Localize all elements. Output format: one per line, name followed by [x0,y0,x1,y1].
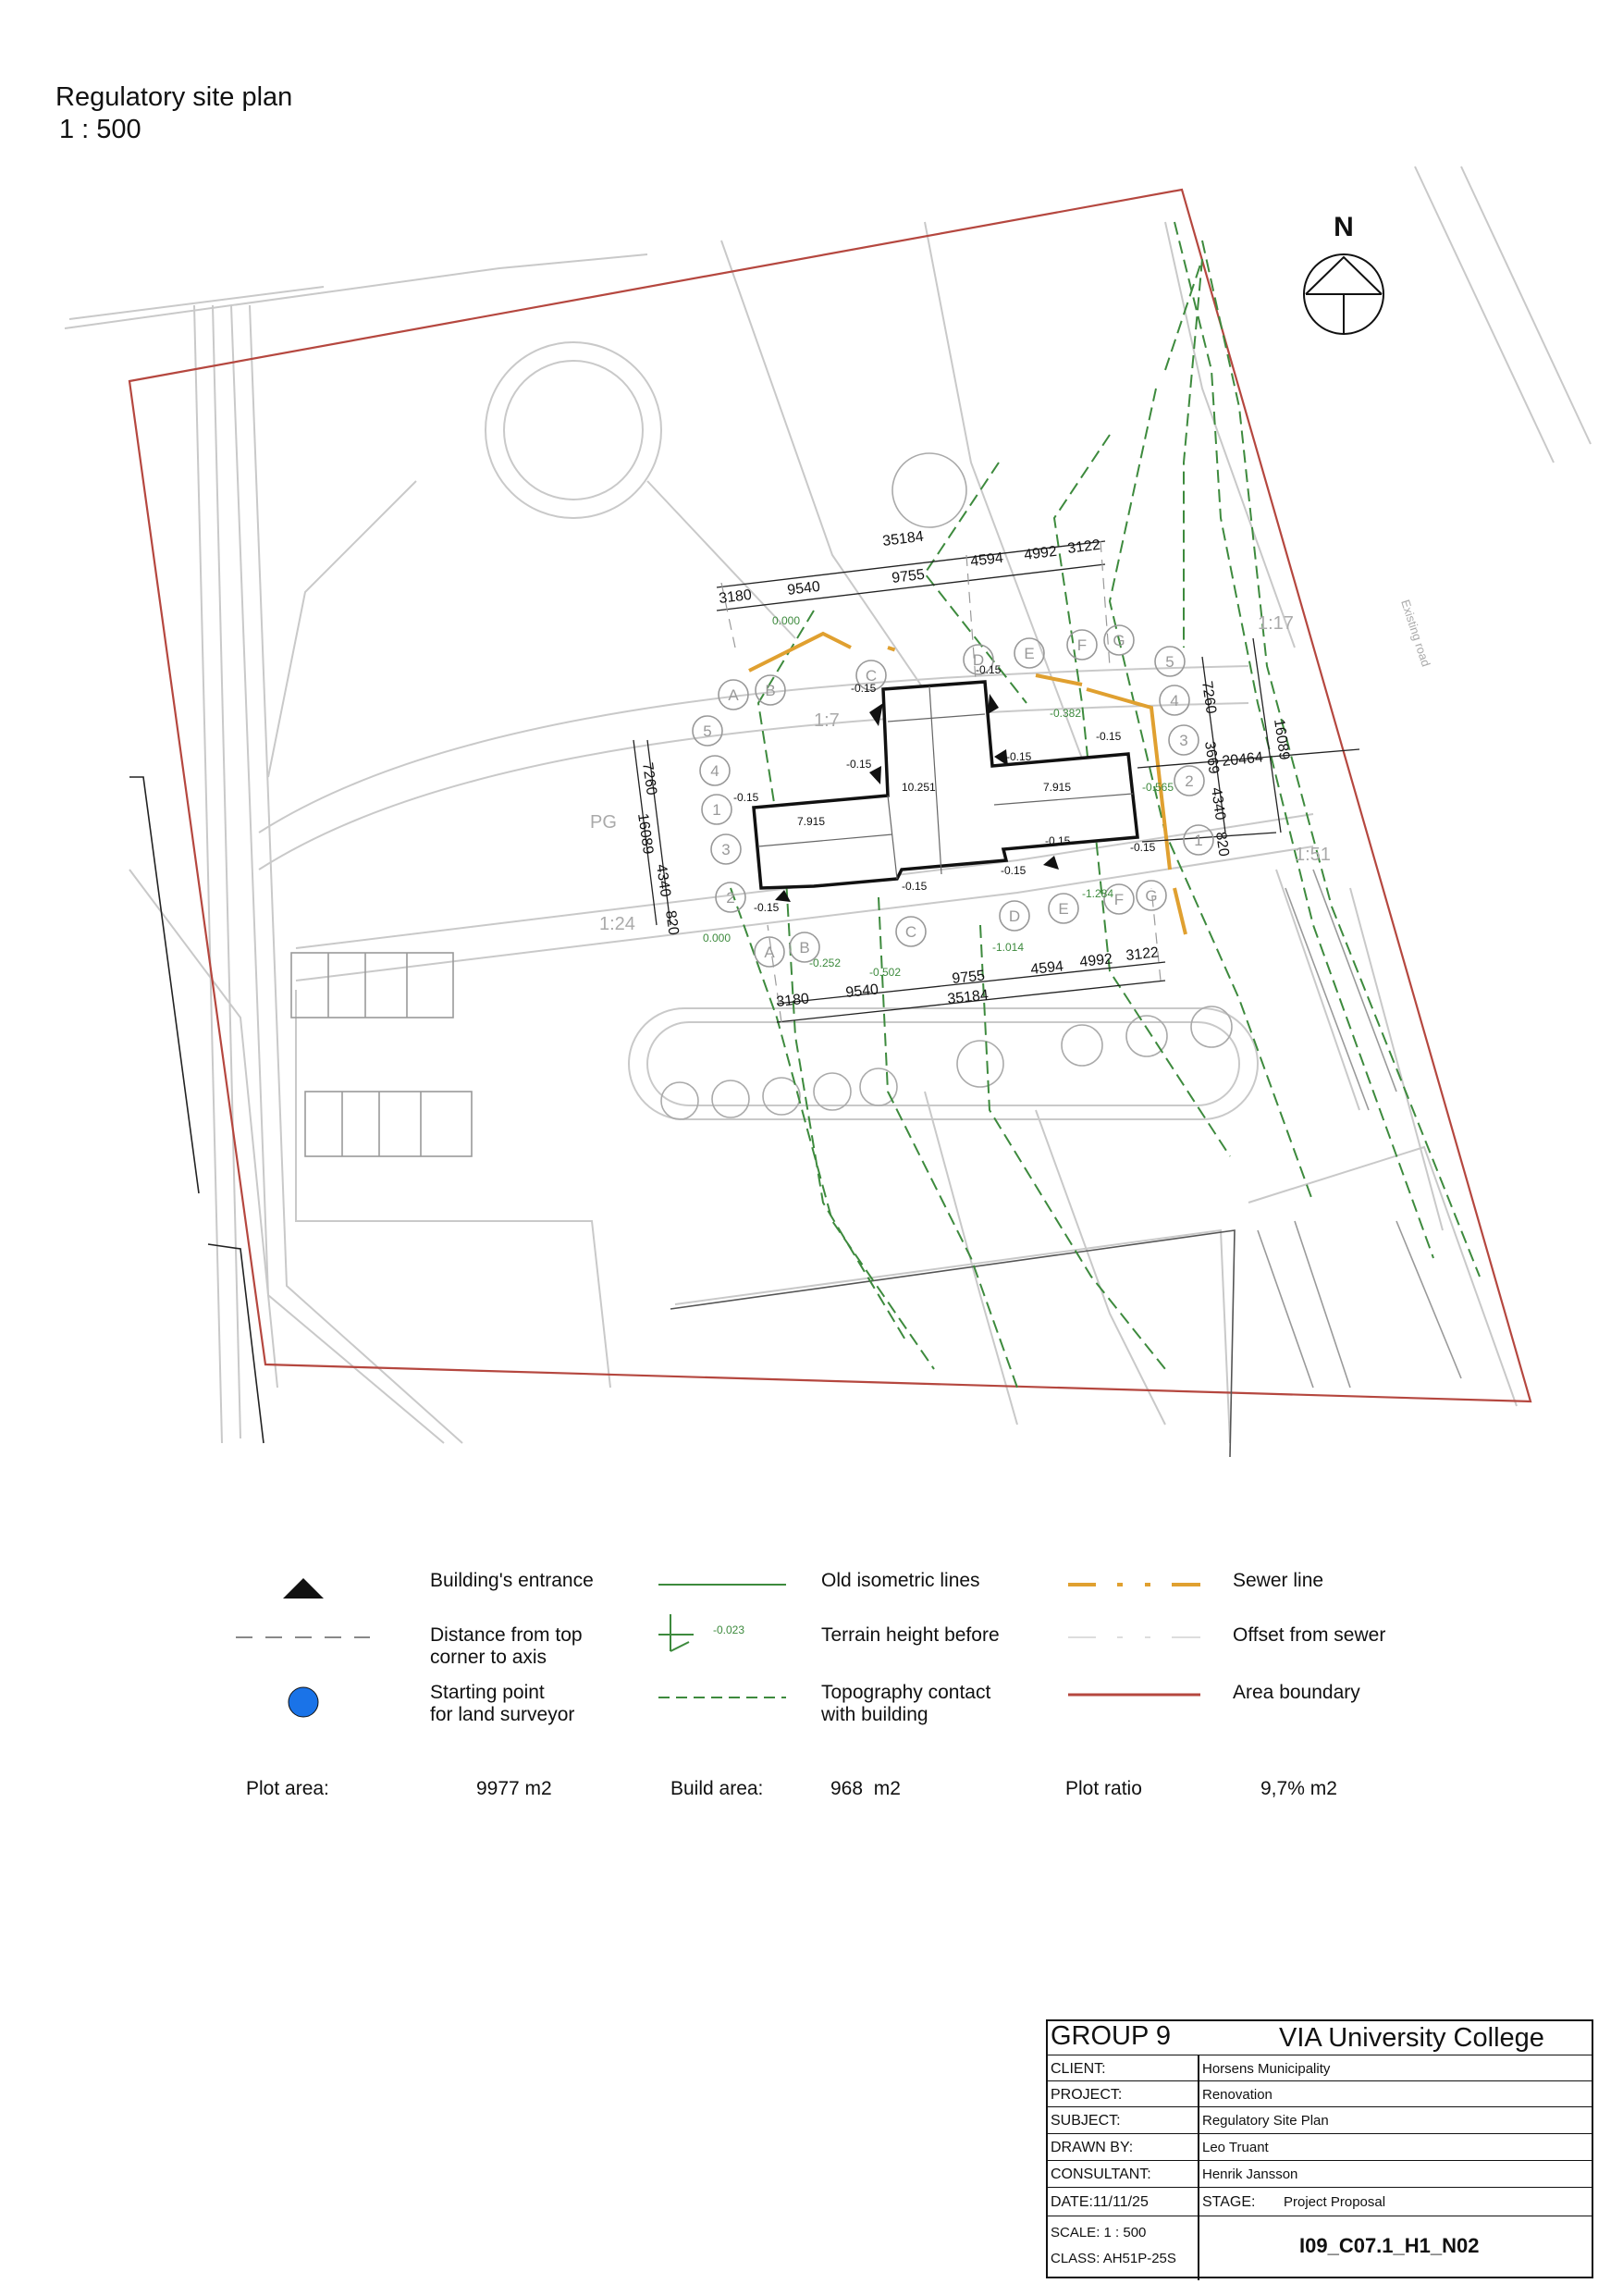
slope-label: 1:17 [1258,613,1294,634]
legend-entrance: Building's entrance [430,1570,594,1591]
dim-top-seg: 3122 [1066,537,1101,557]
project-label: PROJECT: [1051,2087,1123,2103]
level: -0.15 [851,682,877,695]
dim-left: 16089 [634,812,657,856]
grid-number-right: 3 [1179,732,1188,749]
level: -0.15 [976,663,1002,676]
level: -0.15 [846,758,872,771]
dim-bottom-seg: 4594 [1029,958,1064,978]
legend-offset-sewer: Offset from sewer [1233,1624,1386,1646]
level: -0.15 [902,880,928,893]
plot-ratio-value: 9,7% m2 [1260,1778,1337,1799]
scale-value: SCALE: 1 : 500 [1051,2225,1147,2240]
grid-number-right: 2 [1185,772,1194,790]
grid-letter-bottom: E [1058,900,1069,918]
date-value: DATE:11/11/25 [1051,2194,1149,2210]
dim-right: 7260 [1199,680,1219,715]
grid-letter-top: E [1024,645,1035,662]
level: -0.15 [1096,730,1122,743]
terrain-height: -1.014 [992,941,1025,954]
dim-bottom-seg: 9540 [844,981,879,1001]
grid-letter-top: F [1076,636,1088,654]
entrance-symbol [283,1578,324,1599]
dim-bottom-total: 35184 [946,987,990,1007]
grid-letter-top: C [865,667,878,685]
dim-top-total: 35184 [881,528,925,549]
level: -0.15 [1045,834,1071,847]
dim-left: 7260 [639,761,659,796]
plot-area-value: 9977 m2 [476,1778,552,1799]
floor-level: 10.251 [902,781,936,794]
level: -0.15 [733,791,759,804]
project-value: Renovation [1202,2087,1273,2103]
dim-bottom-seg: 3122 [1125,944,1160,964]
terrain-height: 0.000 [703,932,732,944]
legend-terrain: Terrain height before [821,1624,1000,1646]
grid-letter-bottom: G [1145,887,1158,905]
north-arrow [1304,212,1383,334]
subject-value: Regulatory Site Plan [1202,2113,1329,2129]
grid-letter-top: B [765,682,776,699]
legend-start-1: Starting point [430,1682,545,1703]
grid-letter-bottom: F [1113,891,1125,908]
dim-right: 20464 [1221,749,1264,770]
grid-letter-bottom: C [904,923,917,941]
dim-left: 4340 [653,863,673,898]
pg-label: PG [590,812,617,833]
grid-letter-bottom: D [1008,907,1021,925]
dim-left: 820 [662,909,682,936]
college-name: VIA University College [1279,2023,1544,2053]
stage-label: STAGE: [1202,2194,1256,2210]
consultant-label: CONSULTANT: [1051,2166,1151,2182]
terrain-symbol [658,1614,694,1651]
grid-letter-bottom: A [764,944,775,961]
grid-number-left: 5 [703,722,712,740]
legend-sewer: Sewer line [1233,1570,1324,1591]
group-name: GROUP 9 [1051,2021,1172,2051]
level: -0.15 [1001,864,1027,877]
dim-bottom-seg: 4992 [1078,951,1113,970]
client-value: Horsens Municipality [1202,2061,1331,2077]
legend-distance-1: Distance from top [430,1624,583,1646]
terrain-height: -0.382 [1050,707,1082,720]
grid-letter-bottom: B [799,939,810,957]
grid-letter-top: A [728,686,739,704]
grid-number-right: 4 [1170,692,1179,710]
parking-stalls [291,870,1461,1388]
grid-number-left: 4 [710,762,719,780]
consultant-value: Henrik Jansson [1202,2166,1298,2182]
terrain-height: 0.000 [772,614,801,627]
road-label: Existing road [1398,598,1433,669]
slope-label: 1:24 [599,914,635,934]
dim-top-seg: 4594 [969,549,1004,570]
subject-label: SUBJECT: [1051,2113,1121,2129]
drawn-label: DRAWN BY: [1051,2140,1134,2155]
level: -0.15 [1130,841,1156,854]
legend-isometric: Old isometric lines [821,1570,980,1591]
grid-number-left: 3 [721,841,731,858]
level: -0.15 [754,901,780,914]
grid-number-right: 5 [1165,653,1174,671]
legend-topo-1: Topography contact [821,1682,991,1703]
grid-number-left: 1 [712,801,721,819]
terrain-height: -0.502 [869,966,902,979]
dim-right: 4340 [1208,786,1228,821]
legend-start-2: for land surveyor [430,1704,575,1725]
client-label: CLIENT: [1051,2061,1106,2077]
dim-right: 3669 [1201,740,1222,775]
legend-topo-2: with building [821,1704,928,1725]
floor-level: 7.915 [1043,781,1072,794]
drawing-scale: 1 : 500 [59,115,141,144]
dim-top-seg: 4992 [1023,543,1058,563]
area-boundary [129,190,1531,1401]
build-area-label: Build area: [670,1778,764,1799]
dim-top-seg: 9755 [891,566,926,586]
floor-level: 7.915 [797,815,826,828]
level: -0.15 [1006,750,1032,763]
terrain-height: -0.565 [1142,781,1174,794]
plot-ratio-label: Plot ratio [1065,1778,1142,1799]
north-label: N [1334,212,1354,242]
dim-bottom-seg: 9755 [951,968,986,987]
grid-number-right: 1 [1194,832,1203,849]
legend-distance-2: corner to axis [430,1647,547,1668]
start-point-symbol [289,1687,318,1717]
class-value: CLASS: AH51P-25S [1051,2251,1176,2266]
grid-letter-top: D [972,651,985,669]
title-block [1046,2019,1593,2278]
dim-right: 820 [1212,831,1232,858]
legend-area-boundary: Area boundary [1233,1682,1360,1703]
drawing-number: I09_C07.1_H1_N02 [1299,2234,1480,2257]
dim-top-seg: 3180 [718,586,753,607]
terrain-height: -1.284 [1082,887,1114,900]
slope-label: 1:7 [814,710,840,731]
drawn-value: Leo Truant [1202,2140,1269,2155]
grid-number-left: 2 [726,889,735,907]
dim-right: 16089 [1271,718,1293,761]
stage-value: Project Proposal [1284,2194,1386,2210]
dim-bottom-seg: 3180 [775,991,810,1010]
legend-symbols [0,1554,1623,1758]
slope-label: 1:51 [1295,845,1331,865]
drawing-title: Regulatory site plan [55,82,293,112]
grid-letter-top: G [1113,632,1125,649]
plot-area-label: Plot area: [246,1778,329,1799]
dim-top-seg: 9540 [786,578,821,599]
terrain-height: -0.252 [809,957,842,969]
build-area-value: 968 m2 [830,1778,901,1799]
terrain-sample: -0.023 [713,1623,745,1636]
